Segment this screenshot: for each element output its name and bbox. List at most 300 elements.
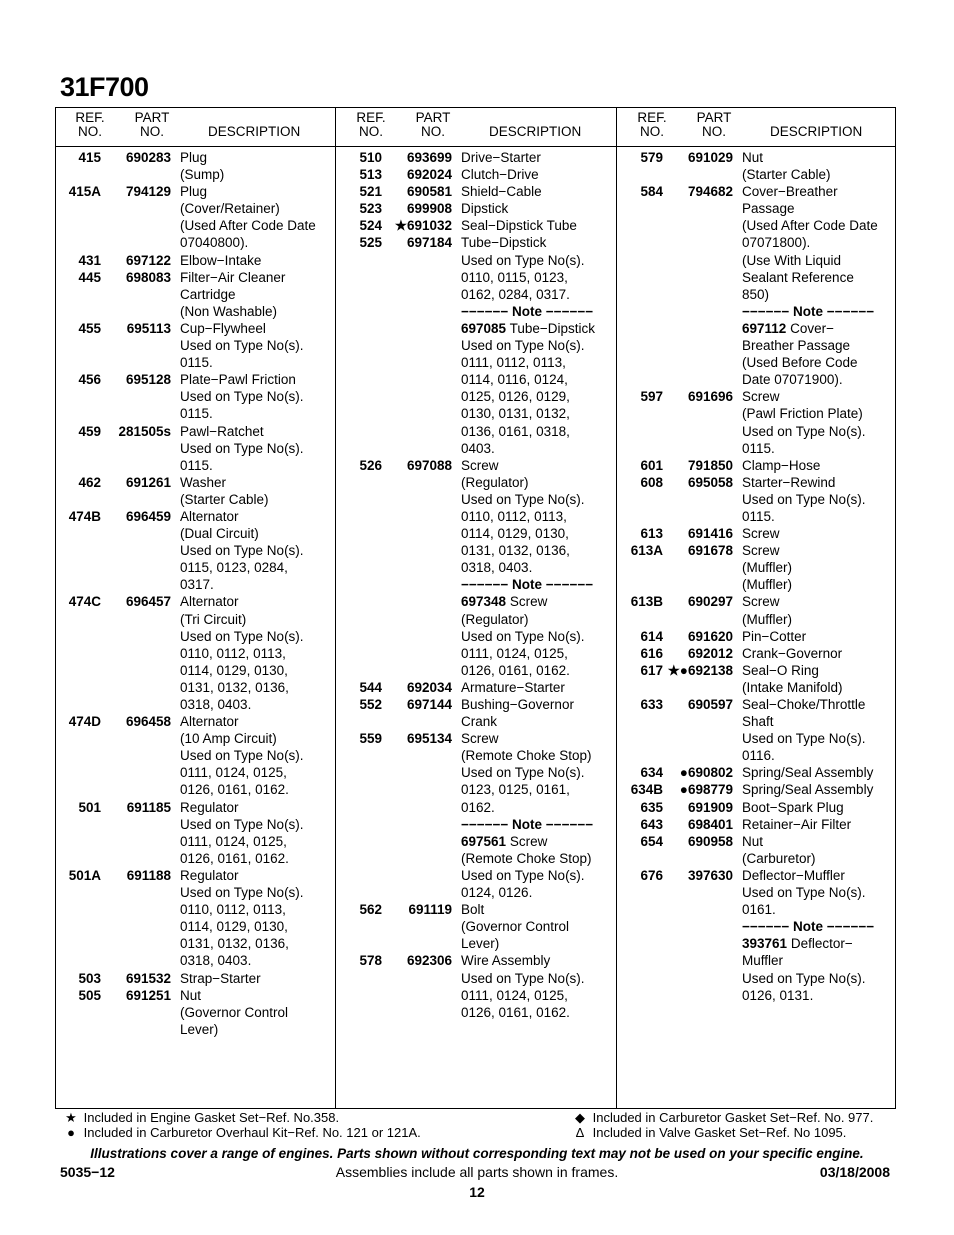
- part-row: [337, 200, 617, 217]
- ref-number: [337, 559, 382, 576]
- part-number: [382, 508, 452, 525]
- part-row-continuation: [618, 252, 898, 269]
- part-number: ★●692138: [667, 662, 733, 678]
- part-row-continuation: [56, 354, 336, 371]
- alternate-part-number: 697085: [461, 320, 507, 336]
- parts-column-1: [56, 108, 336, 1108]
- part-number: 695113: [126, 320, 171, 336]
- ref-number: 445: [78, 269, 101, 285]
- description: Passage: [742, 201, 795, 217]
- ref-number: [337, 850, 382, 867]
- part-row: [618, 457, 898, 474]
- part-row-continuation: [56, 850, 336, 867]
- description: 0111, 0124, 0125,: [461, 645, 568, 661]
- part-number: [663, 423, 733, 440]
- part-row: [618, 388, 898, 405]
- description: Screw: [742, 594, 780, 610]
- ref-number: [56, 200, 101, 217]
- part-row-continuation: [618, 337, 898, 354]
- ref-number: [618, 405, 663, 422]
- part-number: [101, 286, 171, 303]
- description: 0111, 0124, 0125,: [180, 765, 287, 781]
- description-header: DESCRIPTION: [770, 124, 863, 139]
- ref-number: [618, 730, 663, 747]
- description: [461, 320, 619, 337]
- part-number: [101, 200, 171, 217]
- legend-item-star: [62, 1111, 421, 1126]
- ref-number: [618, 234, 663, 251]
- part-row-continuation: [618, 952, 898, 969]
- description: (Used Before Code: [742, 355, 858, 371]
- delta-icon: ∆: [576, 1124, 584, 1140]
- part-row-continuation: [618, 970, 898, 987]
- part-number: [382, 764, 452, 781]
- description: 0126, 0161, 0162.: [180, 782, 289, 798]
- part-row-continuation: [618, 901, 898, 918]
- description: Bolt: [461, 902, 485, 918]
- part-row: [618, 149, 898, 166]
- ref-number: 474B: [68, 508, 101, 524]
- part-row: [618, 816, 898, 833]
- part-number: [101, 440, 171, 457]
- description: Used on Type No(s).: [180, 885, 304, 901]
- description: (Remote Choke Stop): [461, 850, 592, 866]
- ref-number: 415: [78, 150, 101, 165]
- part-row: [56, 371, 336, 388]
- ref-number: 524: [359, 218, 382, 234]
- part-row-continuation: [618, 320, 898, 337]
- ref-number: [618, 918, 663, 935]
- part-row-continuation: [56, 952, 336, 969]
- part-row-continuation: [337, 747, 617, 764]
- part-row-continuation: [337, 371, 617, 388]
- note-divider: −−−−−− Note −−−−−−: [461, 303, 594, 319]
- parts-column-2: [337, 108, 617, 1108]
- part-no-header: PART NO.: [134, 110, 170, 139]
- ref-number: 579: [640, 150, 663, 165]
- part-row-continuation: [337, 440, 617, 457]
- ref-number: [337, 764, 382, 781]
- ref-number: [56, 166, 101, 183]
- description: Muffler: [742, 953, 784, 969]
- part-row: [618, 781, 898, 798]
- part-number: 690597: [687, 697, 733, 712]
- part-number: [382, 970, 452, 987]
- part-number: [382, 628, 452, 645]
- part-row-continuation: [56, 1004, 336, 1021]
- description: (Muffler): [742, 611, 793, 627]
- ref-number: 562: [359, 902, 382, 918]
- ref-number: [618, 166, 663, 183]
- ref-number: 474C: [68, 594, 101, 610]
- description: Starter−Rewind: [742, 474, 836, 490]
- part-number: 695134: [406, 731, 452, 747]
- ref-number: [337, 918, 382, 935]
- part-number: [101, 662, 171, 679]
- ref-number: [618, 423, 663, 440]
- description: 0161.: [742, 902, 776, 918]
- note-divider: −−−−−− Note −−−−−−: [461, 577, 594, 593]
- description: Used on Type No(s).: [180, 816, 304, 832]
- part-row-continuation: [56, 645, 336, 662]
- bullet-icon: ●: [67, 1124, 75, 1140]
- description: 0114, 0129, 0130,: [180, 662, 288, 678]
- part-row: [337, 901, 617, 918]
- part-number: [663, 611, 733, 628]
- part-row-continuation: [56, 200, 336, 217]
- part-number: [382, 423, 452, 440]
- part-row-continuation: [56, 747, 336, 764]
- part-row-continuation: [618, 559, 898, 576]
- ref-number: [337, 508, 382, 525]
- ref-number: [618, 884, 663, 901]
- part-number: 691696: [687, 389, 733, 405]
- part-row-continuation: [337, 491, 617, 508]
- description: 0136, 0161, 0318,: [461, 423, 570, 439]
- description: (Muffler): [742, 577, 793, 593]
- description: Date 07071900).: [742, 372, 843, 388]
- ref-number: [618, 491, 663, 508]
- part-number: [382, 440, 452, 457]
- part-number: [382, 918, 452, 935]
- ref-number: [56, 696, 101, 713]
- part-number: 692024: [406, 167, 452, 183]
- part-number: [663, 234, 733, 251]
- part-number: [382, 354, 452, 371]
- note-divider: −−−−−− Note −−−−−−: [742, 303, 875, 319]
- description: (Non Washable): [180, 303, 278, 319]
- part-number: [382, 747, 452, 764]
- part-number: [663, 952, 733, 969]
- description: [742, 320, 900, 337]
- part-row-continuation: [337, 611, 617, 628]
- ref-number: [337, 884, 382, 901]
- part-row: [56, 713, 336, 730]
- description: Used on Type No(s).: [180, 748, 304, 764]
- part-row-continuation: [337, 935, 617, 952]
- ref-number: [56, 576, 101, 593]
- page-title: 31F700: [60, 72, 149, 102]
- description: (Governor Control: [461, 919, 570, 935]
- description: Cover−Breather: [742, 184, 838, 200]
- ref-number: 617: [640, 662, 663, 678]
- part-number: [663, 286, 733, 303]
- part-row-continuation: [56, 611, 336, 628]
- ref-number: 643: [640, 816, 663, 832]
- part-row-continuation: [56, 628, 336, 645]
- part-number: [101, 542, 171, 559]
- part-number: [663, 337, 733, 354]
- ref-number: [337, 303, 382, 320]
- part-row-continuation: [56, 457, 336, 474]
- ref-number: [56, 542, 101, 559]
- part-number: [101, 354, 171, 371]
- part-row: [56, 423, 336, 440]
- part-number: [101, 217, 171, 234]
- ref-number: [337, 320, 382, 337]
- part-number: 691261: [125, 474, 171, 490]
- description: Dipstick: [461, 201, 509, 217]
- description: 0131, 0132, 0136,: [180, 679, 289, 695]
- ref-number: [56, 645, 101, 662]
- description: Boot−Spark Plug: [742, 799, 844, 815]
- description: 0318, 0403.: [180, 697, 252, 712]
- ref-number: [56, 935, 101, 952]
- ref-number: [56, 388, 101, 405]
- description: Used on Type No(s).: [742, 491, 866, 507]
- part-number: [663, 884, 733, 901]
- ref-number: 525: [359, 235, 382, 251]
- ref-number: [337, 371, 382, 388]
- part-number: [101, 730, 171, 747]
- description: Nut: [742, 150, 764, 165]
- ref-number: 510: [359, 150, 382, 165]
- legend-item-delta: [571, 1126, 873, 1141]
- ref-number: [56, 764, 101, 781]
- ref-number: [337, 611, 382, 628]
- part-row: [56, 593, 336, 610]
- part-number: 794129: [125, 184, 171, 200]
- part-row: [56, 149, 336, 166]
- part-row-continuation: [56, 234, 336, 251]
- ref-number: [337, 987, 382, 1004]
- part-number: [382, 303, 452, 320]
- description-text: Tube−Dipstick: [509, 320, 595, 336]
- description: 0110, 0112, 0113,: [180, 645, 286, 661]
- description: Plate−Pawl Friction: [180, 372, 296, 388]
- part-number: [101, 303, 171, 320]
- part-number: [663, 901, 733, 918]
- part-number: [101, 525, 171, 542]
- ref-number: 635: [640, 799, 663, 815]
- ref-number: 526: [359, 457, 382, 473]
- description: (Intake Manifold): [742, 679, 843, 695]
- ref-number: [618, 747, 663, 764]
- part-row-continuation: [337, 337, 617, 354]
- part-number: [663, 320, 733, 337]
- ref-number: 501A: [68, 867, 101, 883]
- description: (Dual Circuit): [180, 526, 259, 542]
- part-number: [382, 269, 452, 286]
- description: (Sump): [180, 167, 225, 183]
- part-number: [663, 679, 733, 696]
- part-row: [337, 217, 617, 234]
- ref-number: [618, 440, 663, 457]
- description: (Starter Cable): [180, 491, 269, 507]
- ref-number: [337, 628, 382, 645]
- ref-number: [337, 593, 382, 610]
- ref-number: [337, 781, 382, 798]
- part-number: [101, 166, 171, 183]
- description: 0162.: [461, 799, 495, 815]
- part-number: [382, 286, 452, 303]
- part-number: [101, 491, 171, 508]
- part-row-continuation: [618, 679, 898, 696]
- document-code: 5035−12: [60, 1164, 115, 1180]
- description: 0403.: [461, 440, 495, 456]
- part-row-continuation: [618, 166, 898, 183]
- description: Shield−Cable: [461, 184, 542, 200]
- ref-number: [618, 987, 663, 1004]
- part-row-continuation: [56, 764, 336, 781]
- description: 0114, 0129, 0130,: [461, 526, 569, 542]
- part-number: ★691032: [394, 218, 452, 234]
- part-number: [382, 371, 452, 388]
- part-number: 692034: [406, 679, 452, 695]
- disclaimer: Illustrations cover a range of engines. Parts shown without corresponding text may not be used on your specific engine.: [90, 1146, 864, 1161]
- part-row: [337, 730, 617, 747]
- star-icon: ★: [65, 1110, 77, 1125]
- part-row-continuation: [337, 593, 617, 610]
- part-row: [337, 183, 617, 200]
- part-number: [663, 935, 733, 952]
- ref-number: [618, 320, 663, 337]
- ref-number: 601: [640, 457, 663, 473]
- description: Used on Type No(s).: [180, 628, 304, 644]
- ref-number: [618, 713, 663, 730]
- ref-number: 634: [640, 765, 663, 781]
- description: Cup−Flywheel: [180, 320, 266, 336]
- part-row: [337, 149, 617, 166]
- ref-number: [56, 747, 101, 764]
- part-number: [382, 593, 452, 610]
- ref-number: [618, 901, 663, 918]
- ref-number: [56, 901, 101, 918]
- note-divider: −−−−−− Note −−−−−−: [742, 919, 875, 935]
- ref-number: [56, 217, 101, 234]
- description: Bushing−Governor: [461, 697, 574, 712]
- description: Pawl−Ratchet: [180, 423, 264, 439]
- description: Used on Type No(s).: [461, 628, 585, 644]
- ref-number: [337, 662, 382, 679]
- parts-rows: [618, 149, 898, 1004]
- description: 0110, 0112, 0113,: [180, 902, 286, 918]
- part-number: [382, 662, 452, 679]
- part-number: [382, 405, 452, 422]
- ref-number: [56, 781, 101, 798]
- description: (Used After Code Date: [742, 218, 878, 234]
- part-number: [101, 628, 171, 645]
- description: Spring/Seal Assembly: [742, 782, 874, 798]
- part-number: [382, 816, 452, 833]
- description: 0115.: [180, 406, 213, 422]
- part-row-continuation: [56, 405, 336, 422]
- part-row-continuation: [56, 696, 336, 713]
- part-number: [101, 576, 171, 593]
- ref-number: [337, 388, 382, 405]
- description: Plug: [180, 184, 208, 200]
- description: (Starter Cable): [742, 167, 831, 183]
- description: Screw: [742, 543, 780, 559]
- description: 0125, 0126, 0129,: [461, 389, 570, 405]
- part-number: 791850: [687, 457, 733, 473]
- part-row: [618, 833, 898, 850]
- part-row-continuation: [337, 713, 617, 730]
- description: Shaft: [742, 714, 774, 730]
- description: Cartridge: [180, 286, 236, 302]
- parts-rows: [337, 149, 617, 1021]
- note-divider: −−−−−− Note −−−−−−: [461, 816, 594, 832]
- description: (Regulator): [461, 474, 529, 490]
- description: Used on Type No(s).: [461, 338, 585, 354]
- part-row-continuation: [337, 662, 617, 679]
- part-number: 691620: [687, 628, 733, 644]
- ref-number: 614: [640, 628, 663, 644]
- ref-number: [56, 440, 101, 457]
- part-row-continuation: [56, 833, 336, 850]
- description: Used on Type No(s).: [742, 423, 866, 439]
- description: 0126, 0161, 0162.: [461, 662, 570, 678]
- description: Used on Type No(s).: [461, 867, 585, 883]
- part-row-continuation: [56, 1021, 336, 1038]
- description: Used on Type No(s).: [742, 731, 866, 747]
- part-row-continuation: [618, 884, 898, 901]
- ref-number: 503: [78, 970, 101, 986]
- description: (Pawl Friction Plate): [742, 406, 863, 422]
- description: 0131, 0132, 0136,: [180, 936, 289, 952]
- ref-number: [337, 799, 382, 816]
- description: Lever): [180, 1021, 219, 1037]
- ref-number: [56, 611, 101, 628]
- description: (Used After Code Date: [180, 218, 316, 234]
- part-row-continuation: [56, 440, 336, 457]
- ref-number: 501: [78, 799, 101, 815]
- part-row: [56, 799, 336, 816]
- part-number: [663, 440, 733, 457]
- description: 0317.: [180, 577, 214, 593]
- description: Wire Assembly: [461, 953, 551, 969]
- part-row-continuation: [337, 303, 617, 320]
- description: 850): [742, 286, 770, 302]
- ref-number: [337, 269, 382, 286]
- description: 0318, 0403.: [461, 560, 533, 576]
- ref-number: [337, 747, 382, 764]
- description: Used on Type No(s).: [742, 885, 866, 901]
- part-row-continuation: [56, 901, 336, 918]
- parts-column-3: [618, 108, 898, 1108]
- legend-left: [62, 1111, 421, 1140]
- part-number: 691185: [126, 799, 171, 815]
- part-number: [101, 747, 171, 764]
- description: 0110, 0115, 0123,: [461, 269, 568, 285]
- part-number: [101, 559, 171, 576]
- description: 0126, 0161, 0162.: [461, 1004, 570, 1020]
- ref-no-header: REF. NO.: [637, 110, 667, 139]
- part-number: 691909: [687, 799, 733, 815]
- part-number: [382, 799, 452, 816]
- ref-number: [56, 662, 101, 679]
- part-number: [382, 474, 452, 491]
- ref-number: [337, 1004, 382, 1021]
- part-number: 692306: [406, 953, 452, 969]
- part-number: [101, 457, 171, 474]
- ref-number: [56, 354, 101, 371]
- part-number: 696459: [125, 508, 171, 524]
- part-row-continuation: [337, 320, 617, 337]
- part-number: [663, 747, 733, 764]
- description: 0115.: [742, 440, 775, 456]
- description: 0111, 0124, 0125,: [461, 987, 568, 1003]
- part-number: [663, 200, 733, 217]
- part-number: 691678: [687, 543, 733, 559]
- ref-number: [618, 371, 663, 388]
- ref-number: [618, 303, 663, 320]
- ref-number: [56, 850, 101, 867]
- part-row: [56, 970, 336, 987]
- part-row-continuation: [618, 354, 898, 371]
- legend-text: Included in Valve Gasket Set−Ref. No 1095.: [592, 1124, 847, 1140]
- part-number: 697088: [406, 457, 452, 473]
